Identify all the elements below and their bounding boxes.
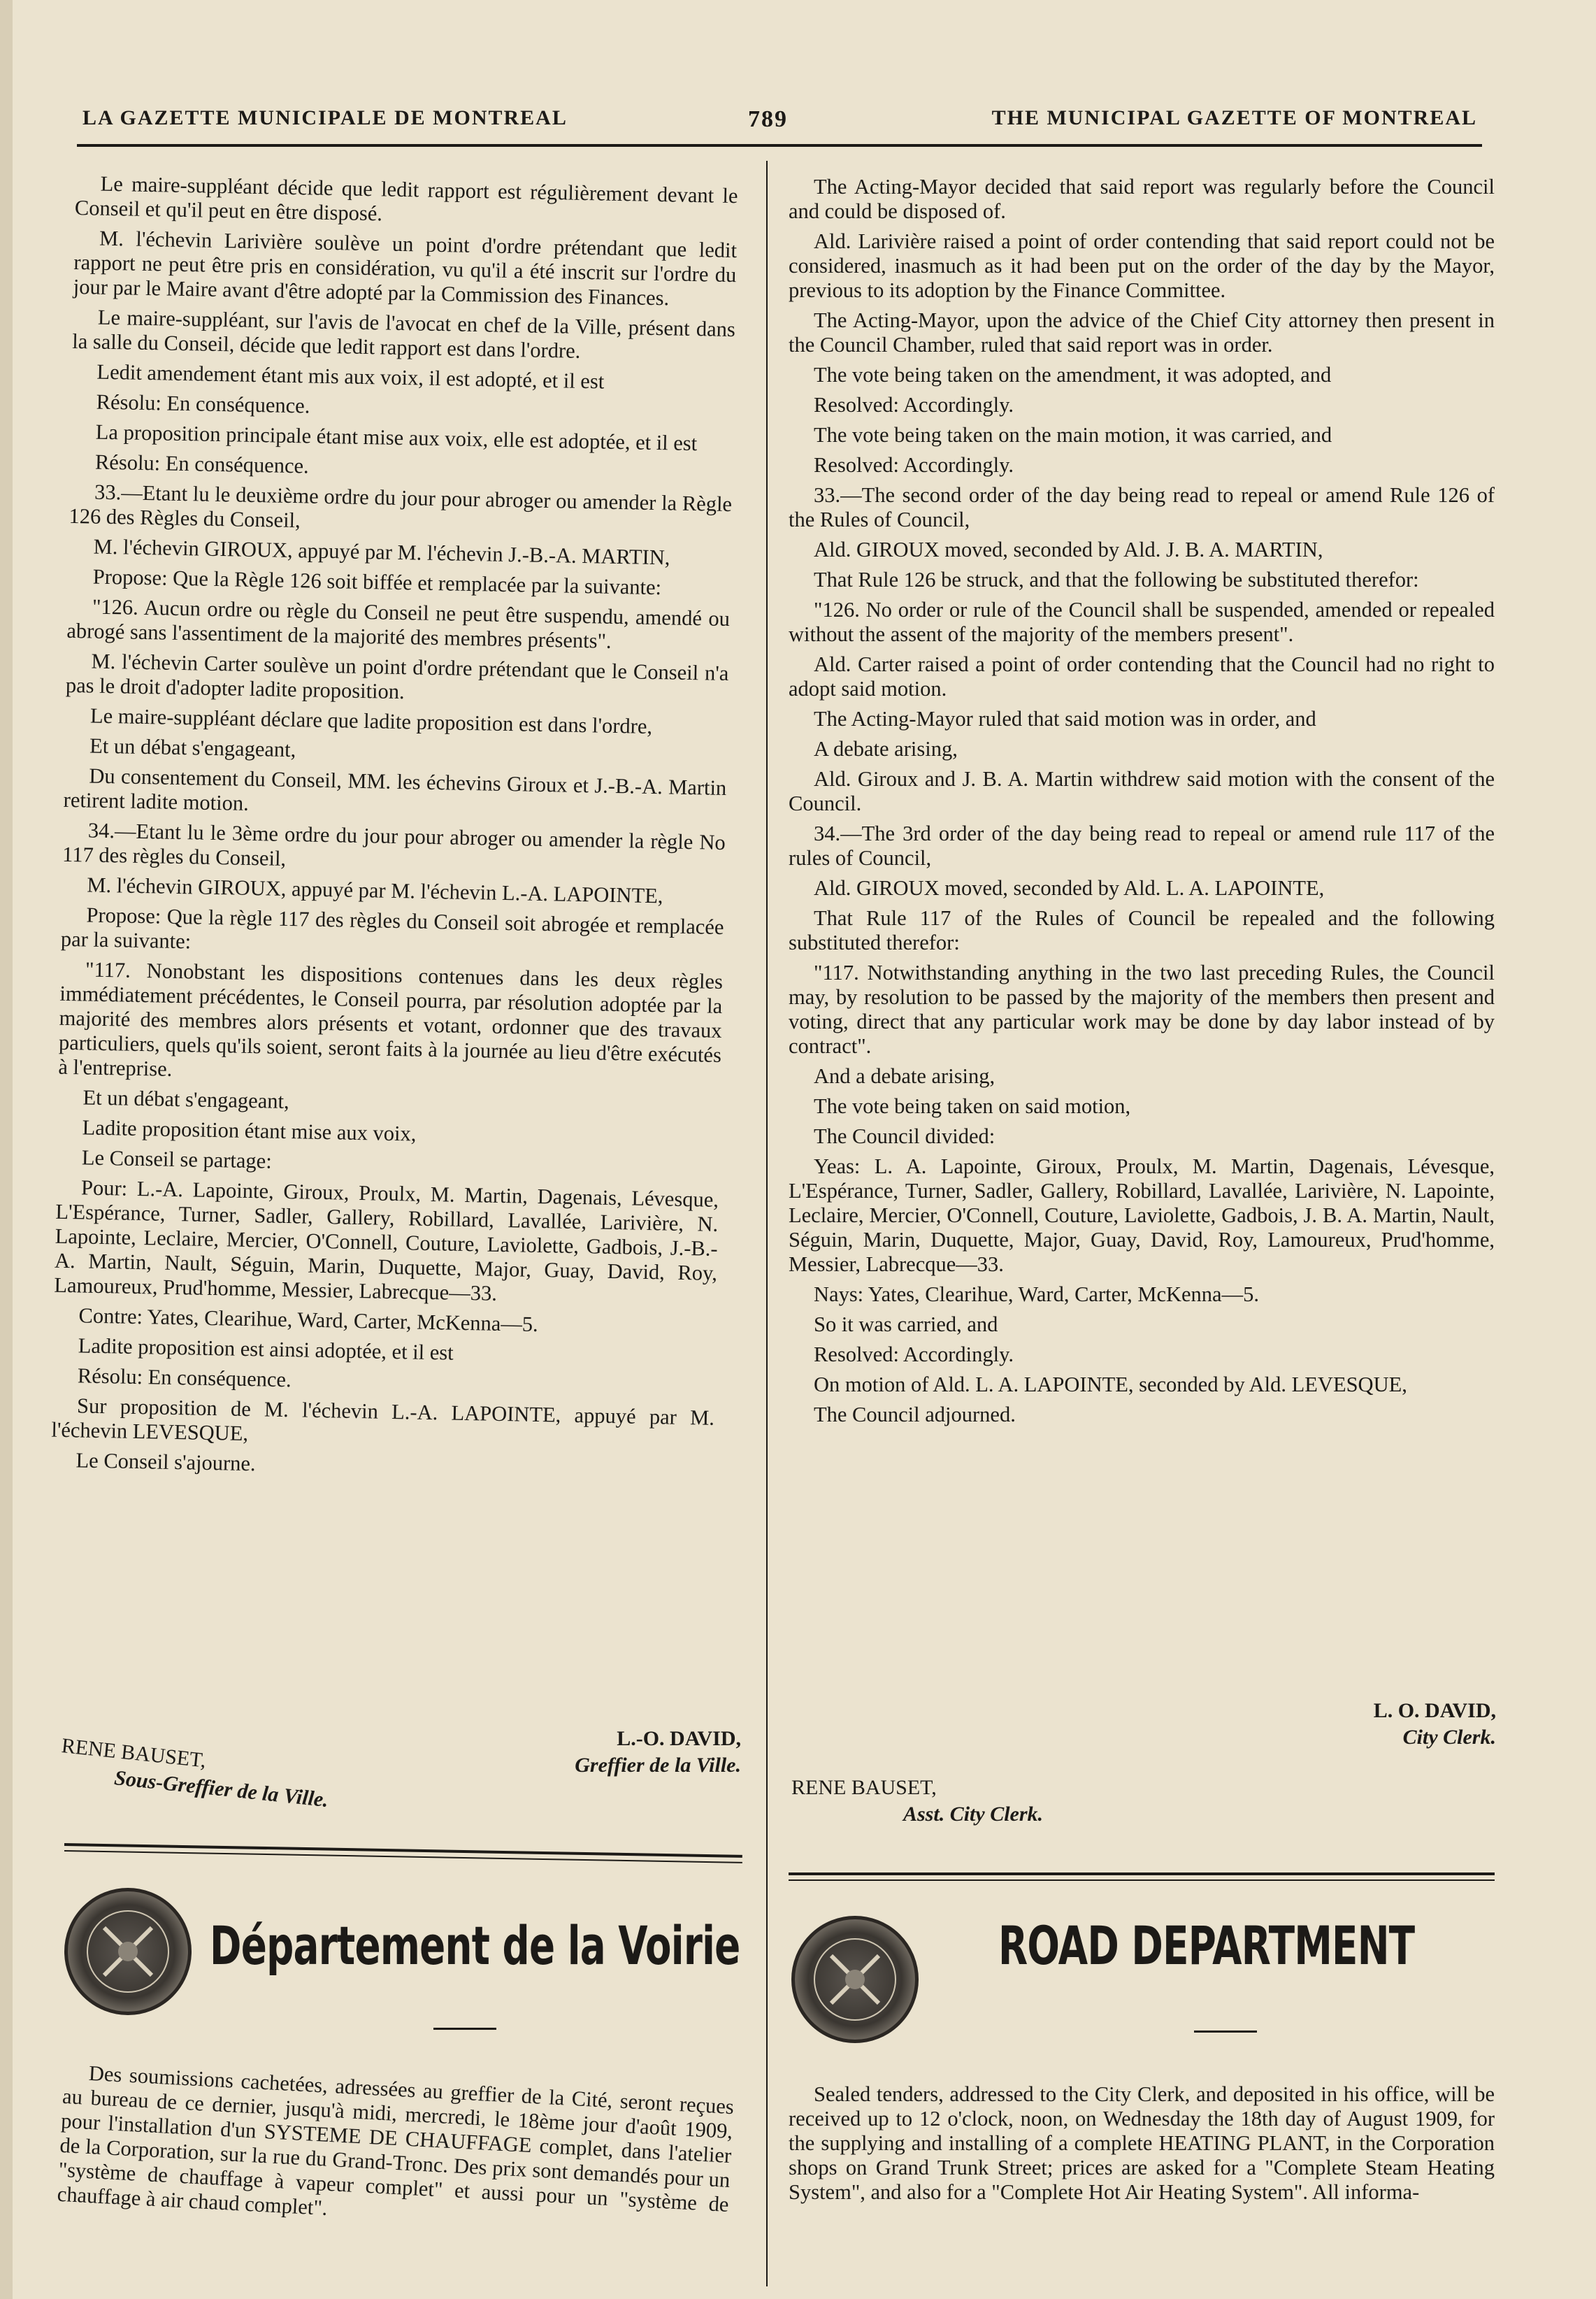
french-paragraph: M. l'échevin GIROUX, appuyé par M. l'échevin L.-A. LAPOINTE, (87, 873, 663, 908)
english-paragraph: That Rule 126 be struck, and that the following be substituted therefor: (814, 568, 1419, 592)
english-clerk-title: City Clerk. (1402, 1726, 1496, 1749)
english-paragraph: Ald. GIROUX moved, seconded by Ald. J. B. A. MARTIN, (814, 538, 1323, 561)
english-paragraph: Ald. Carter raised a point of order contending that the Council had no right to adopt said motion. (789, 652, 1495, 701)
english-paragraph: The Council adjourned. (814, 1403, 1016, 1426)
french-paragraph: Ladite proposition étant mise aux voix, (82, 1115, 417, 1146)
french-paragraph: M. l'échevin GIROUX, appuyé par M. l'échevin J.-B.-A. MARTIN, (93, 534, 670, 570)
french-paragraph: Résolu: En conséquence. (96, 389, 310, 418)
french-paragraph: Pour: L.-A. Lapointe, Giroux, Proulx, M. Martin, Dagenais, Lévesque, L'Espérance, Turner, Sadler, Gallery, Robillard, Lavallée, Larivière, N. Lapointe, Leclaire, Mercier, O'Connell, Couture, Laviolette, Gadbois, J.-B.-A. Martin, Nault, Séguin, Marin, Duquette, Major, Guay, David, Roy, Lamoureux, Prud'homme, Messier, Labrecque—33. (54, 1175, 719, 1305)
english-section-title: ROAD DEPARTMENT (998, 1914, 1415, 1977)
english-paragraph: The Acting-Mayor ruled that said motion was in order, and (814, 707, 1316, 731)
french-paragraph: Sur proposition de M. l'échevin L.-A. LAPOINTE, appuyé par M. l'échevin LEVESQUE, (51, 1394, 715, 1446)
city-seal-icon (64, 1888, 192, 2015)
english-paragraph: "126. No order or rule of the Council shall be suspended, amended or repealed without the assent of the majority of the members present". (789, 598, 1495, 646)
english-paragraph: 34.—The 3rd order of the day being read to repeal or amend rule 117 of the rules of Council, (789, 822, 1495, 870)
french-paragraph: La proposition principale étant mise aux voix, elle est adoptée, et il est (95, 420, 698, 456)
page-number: 789 (748, 106, 788, 132)
column-divider (766, 161, 768, 2286)
french-paragraph: M. l'échevin Larivière soulève un point d'ordre prétendant que ledit rapport ne peut être pris en considération, vu qu'il a été inscrit sur l'ordre du jour par le Maire avant d'être adopté par la Commission des Finances. (73, 226, 738, 310)
english-paragraph: Ald. GIROUX moved, seconded by Ald. L. A. LAPOINTE, (814, 876, 1325, 900)
english-paragraph: The vote being taken on the amendment, it was adopted, and (814, 363, 1332, 387)
english-assistant-block (791, 1775, 1043, 1828)
french-paragraph: "117. Nonobstant les dispositions contenues dans les deux règles immédiatement précédentes, le Conseil pourra, par résolution adoptée par la majorité des membres alors présents et votant, ordonner que des travaux particuliers, quels qu'ils soient, seront faits à la journée au lieu d'être exécutés à l'entreprise. (58, 957, 724, 1081)
french-paragraph: Le maire-suppléant déclare que ladite proposition est dans l'ordre, (89, 703, 653, 738)
french-paragraph: "126. Aucun ordre ou règle du Conseil ne peut être suspendu, amendé ou abrogé sans l'assentiment de la majorité des membres présents". (66, 594, 731, 653)
english-paragraph: A debate arising, (814, 737, 958, 761)
english-paragraph: 33.—The second order of the day being read to repeal or amend Rule 126 of the Rules of Council, (789, 483, 1495, 531)
english-paragraph: Nays: Yates, Clearihue, Ward, Carter, McKenna—5. (814, 1282, 1259, 1306)
english-paragraph: Ald. Giroux and J. B. A. Martin withdrew said motion with the consent of the Council. (789, 767, 1495, 815)
english-paragraph: The Council divided: (814, 1124, 995, 1148)
english-minutes-column (789, 175, 1495, 1433)
english-paragraph: The Acting-Mayor decided that said report was regularly before the Council and could be disposed of. (789, 175, 1495, 223)
french-clerk-name: L.-O. DAVID, (617, 1727, 741, 1750)
french-paragraph: Et un débat s'engageant, (82, 1085, 290, 1114)
english-assistant-name: RENE BAUSET, (791, 1776, 937, 1799)
french-paragraph: 34.—Etant lu le 3ème ordre du jour pour abroger ou amender la règle No 117 des règles du Conseil, (62, 818, 726, 871)
english-paragraph: Yeas: L. A. Lapointe, Giroux, Proulx, M. Martin, Dagenais, Lévesque, L'Espérance, Turner, Sadler, Gallery, Robillard, Lavallée, Larivière, N. Lapointe, Leclaire, Mercier, O'Connell, Couture, Laviolette, Gadbois, J. B. A. Martin, Nault, Séguin, Marin, Duquette, Major, Guay, David, Roy, Lamoureux, Prud'homme, Messier, Labrecque—33. (789, 1154, 1495, 1276)
english-paragraph: Resolved: Accordingly. (814, 1342, 1014, 1366)
english-paragraph: Ald. Larivière raised a point of order contending that said report could not be considered, inasmuch as it had been put on the order of the day by the Mayor, previous to its adoption by the Finance Committee. (789, 229, 1495, 302)
english-section-rule (789, 1872, 1495, 1875)
french-signature-block (489, 1726, 741, 1779)
french-paragraph: Ledit amendement étant mis aux voix, il est adopté, et il est (96, 359, 605, 394)
page-header (77, 98, 1477, 140)
french-assistant-name: RENE BAUSET, (60, 1733, 208, 1772)
english-assistant-title: Asst. City Clerk. (903, 1803, 1044, 1826)
english-paragraph: The vote being taken on said motion, (814, 1094, 1131, 1118)
french-section-rule-thin (64, 1850, 742, 1863)
french-paragraph: Résolu: En conséquence. (77, 1363, 292, 1392)
english-paragraph: On motion of Ald. L. A. LAPOINTE, seconded by Ald. LEVESQUE, (814, 1373, 1407, 1396)
french-paragraph: Le maire-suppléant, sur l'avis de l'avocat en chef de la Ville, présent dans la salle du Conseil, décide que ledit rapport est dans l'ordre. (72, 305, 736, 363)
english-paragraph: The Acting-Mayor, upon the advice of the Chief City attorney then present in the Council Chamber, ruled that said report was in order. (789, 308, 1495, 357)
english-notice-text: Sealed tenders, addressed to the City Clerk, and deposited in his office, will be received up to 12 o'clock, noon, on Wednesday the 18th day of August 1909, for the supplying and installing of a complete HEATING PLANT, in the Corporation shops on Grand Trunk Street; prices are asked for a "Complete Steam Heating System", and also for a "Complete Hot Air Heating System". All informa- (789, 2082, 1495, 2204)
header-left-title: LA GAZETTE MUNICIPALE DE MONTREAL (82, 106, 568, 129)
header-right-title: THE MUNICIPAL GAZETTE OF MONTREAL (991, 106, 1477, 129)
english-paragraph: The vote being taken on the main motion, it was carried, and (814, 423, 1332, 447)
french-assistant-block (57, 1733, 333, 1814)
english-paragraph: Resolved: Accordingly. (814, 393, 1014, 417)
french-assistant-title: Sous-Greffier de la Ville. (113, 1766, 330, 1812)
french-paragraph: Le maire-suppléant décide que ledit rapport est régulièrement devant le Conseil et qu'il peut en être disposé. (74, 171, 738, 226)
english-paragraph: That Rule 117 of the Rules of Council be repealed and the following substituted therefor: (789, 906, 1495, 954)
english-paragraph: Resolved: Accordingly. (814, 453, 1014, 477)
scan-shadow-left (0, 0, 13, 2299)
french-clerk-title: Greffier de la Ville. (575, 1754, 741, 1777)
french-section-title: Département de la Voirie (210, 1914, 740, 1977)
french-paragraph: Résolu: En conséquence. (94, 450, 310, 478)
french-paragraph: Propose: Que la Règle 126 soit biffée et remplacée par la suivante: (92, 564, 662, 600)
french-notice-text: Des soumissions cachetées, adressées au greffier de la Cité, seront reçues au bureau de ce dernier, jusqu'à midi, mercredi, le 18ème jour d'août 1909, pour l'installation d'un SYSTEME DE CHAUFFAGE complet, dans l'atelier de la Corporation, sur la rue du Grand-Tronc. Des prix sont demandés pour un "système de chauffage à vapeur complet" et aussi pour un "système de chauffage à air chaud complet". (57, 2061, 735, 2220)
french-paragraph: Et un débat s'engageant, (89, 733, 296, 762)
french-paragraph: M. l'échevin Carter soulève un point d'ordre prétendant que le Conseil n'a pas le droit d'adopter ladite proposition. (65, 649, 729, 704)
city-seal-icon (791, 1916, 919, 2043)
french-title-underline (433, 2028, 496, 2030)
english-paragraph: "117. Notwithstanding anything in the two last preceding Rules, the Council may, by resolution to be passed by the majority of the members then present and voting, direct that any particular work may be done by day labor instead of by contract". (789, 961, 1495, 1058)
french-paragraph: Du consentement du Conseil, MM. les échevins Giroux et J.-B.-A. Martin retirent ladite motion. (63, 764, 727, 815)
english-section-rule-thin (789, 1879, 1495, 1881)
english-paragraph: So it was carried, and (814, 1312, 998, 1336)
french-paragraph: Ladite proposition est ainsi adoptée, et il est (78, 1333, 454, 1365)
french-paragraph: Le Conseil se partage: (81, 1145, 273, 1173)
english-clerk-name: L. O. DAVID, (1373, 1699, 1496, 1722)
french-tender-notice (57, 2060, 735, 2242)
french-paragraph: Contre: Yates, Clearihue, Ward, Carter, McKenna—5. (78, 1303, 539, 1337)
french-paragraph: Le Conseil s'ajourne. (76, 1448, 256, 1476)
french-minutes-column (50, 171, 738, 1491)
french-paragraph: 33.—Etant lu le deuxième ordre du jour pour abroger ou amender la Règle 126 des Règles du Conseil, (69, 480, 733, 533)
header-rule (77, 144, 1482, 147)
french-paragraph: Propose: Que la règle 117 des règles du Conseil soit abrogée et remplacée par la suivante: (60, 903, 724, 954)
english-title-underline (1194, 2031, 1257, 2033)
english-paragraph: And a debate arising, (814, 1064, 995, 1088)
english-signature-block (1188, 1698, 1496, 1751)
english-tender-notice (789, 2082, 1495, 2205)
